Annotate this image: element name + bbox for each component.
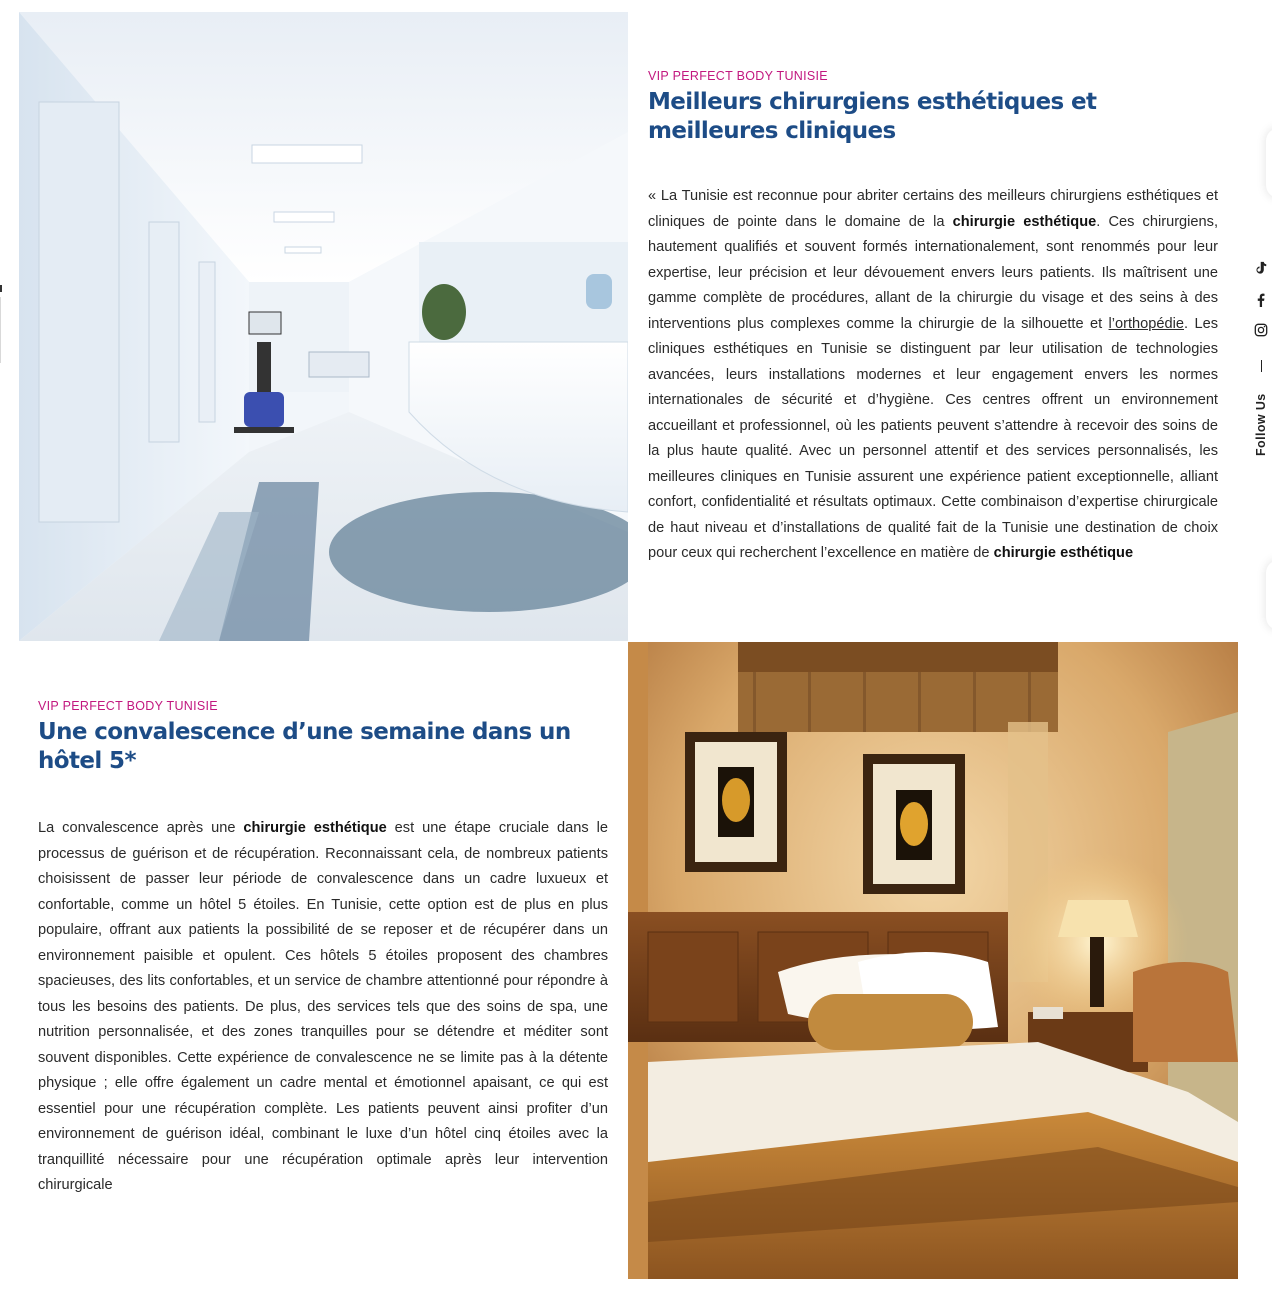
follow-us-label: Follow Us: [1254, 393, 1268, 456]
surgeons-section: [648, 68, 1218, 567]
text-segment: . Ces chirurgiens, hautement qualifiés et souvent formés internationalement, sont renommés pour leur expertise, leur précision et leur dévouement envers leurs patients. Ils maîtrisent une gamme complète de procédures, allant de la chirurgie du visage et des seins à des interventions plus complexes comme la chirurgie de la silhouette et: [648, 213, 1218, 332]
convalescence-section: [38, 698, 608, 1199]
divider: [1261, 360, 1262, 372]
text-segment: est une étape cruciale dans le processus de guérison et de récupération. Reconnaissant cela, de nombreux patients choisissent de passer leur période de convalescence dans un cadre luxueux et confortable, comme un hôtel 5 étoiles. En Tunisie, cette option est de plus en plus populaire, offrant aux patients la possibilité de se reposer et de récupérer dans un environnement paisible et opulent. Ces hôtels 5 étoiles proposent des chambres spacieuses, des lits confortables, et un service de chambre attentionné pour répondre à tous les besoins des patients. De plus, des services tels que des soins de spa, une nutrition personnalisée, et des zones tranquilles pour se détendre et méditer sont souvent disponibles. Cette expérience de convalescence ne se limite pas à la détente physique ; elle offre également un cadre mental et émotionnel apaisant, ce qui est essentiel pour une récupération complète. Les patients peuvent ainsi profiter d’un environnement de guérison idéal, combinant le luxe d’un hôtel cinq étoiles avec la tranquillité nécessaire pour une récupération optimale après leur intervention chirurgicale: [38, 820, 608, 1193]
section-paragraph: [38, 816, 608, 1199]
text-segment: La convalescence après une: [38, 820, 244, 836]
edge-widget[interactable]: [1266, 560, 1272, 630]
hospital-corridor-image: [19, 12, 628, 641]
bold-keyword: chirurgie esthétique: [952, 213, 1097, 230]
tiktok-icon[interactable]: [1253, 260, 1269, 276]
section-eyebrow: VIP PERFECT BODY TUNISIE: [38, 699, 218, 713]
bold-keyword: chirurgie esthétique: [993, 545, 1134, 561]
orthopedie-link[interactable]: l’orthopédie: [1108, 315, 1185, 332]
instagram-icon[interactable]: [1253, 322, 1269, 338]
section-paragraph: [648, 184, 1218, 567]
text-segment: « La Tunisie est reconnue pour abriter certains des meilleurs chirurgiens esthétiques et cliniques de pointe dans le domaine de la: [648, 188, 1218, 230]
text-segment: . Les cliniques esthétiques en Tunisie se distinguent par leur utilisation de technologies avancées, leurs installations modernes et leur engagement envers les normes internationales de sécurité et d’hygiène. Ces centres offrent un environnement accueillant et professionnel, où les patients peuvent s’attendre à recevoir des soins de la plus haute qualité. Avec un personnel attentif et des services personnalisés, les meilleures cliniques en Tunisie assurent une expérience patient exceptionnelle, alliant confort, confidentialité et résultats optimaux. Cette combinaison d’expertise chirurgicale de haut niveau et d’installations de qualité fait de la Tunisie une destination de choix pour ceux qui recherchent l’excellence en matière de: [648, 315, 1218, 561]
hotel-bedroom-image: [628, 642, 1238, 1279]
section-title: Meilleurs chirurgiens esthétiques et meilleures cliniques: [648, 89, 1097, 144]
left-edge-indicator: [0, 285, 2, 365]
bold-keyword: chirurgie esthétique: [243, 820, 387, 836]
social-follow-rail: [1250, 258, 1272, 468]
edge-widget[interactable]: [1266, 128, 1272, 198]
facebook-icon[interactable]: [1253, 292, 1269, 308]
section-eyebrow: VIP PERFECT BODY TUNISIE: [648, 69, 828, 83]
section-title: Une convalescence d’une semaine dans un hôtel 5*: [38, 719, 571, 774]
